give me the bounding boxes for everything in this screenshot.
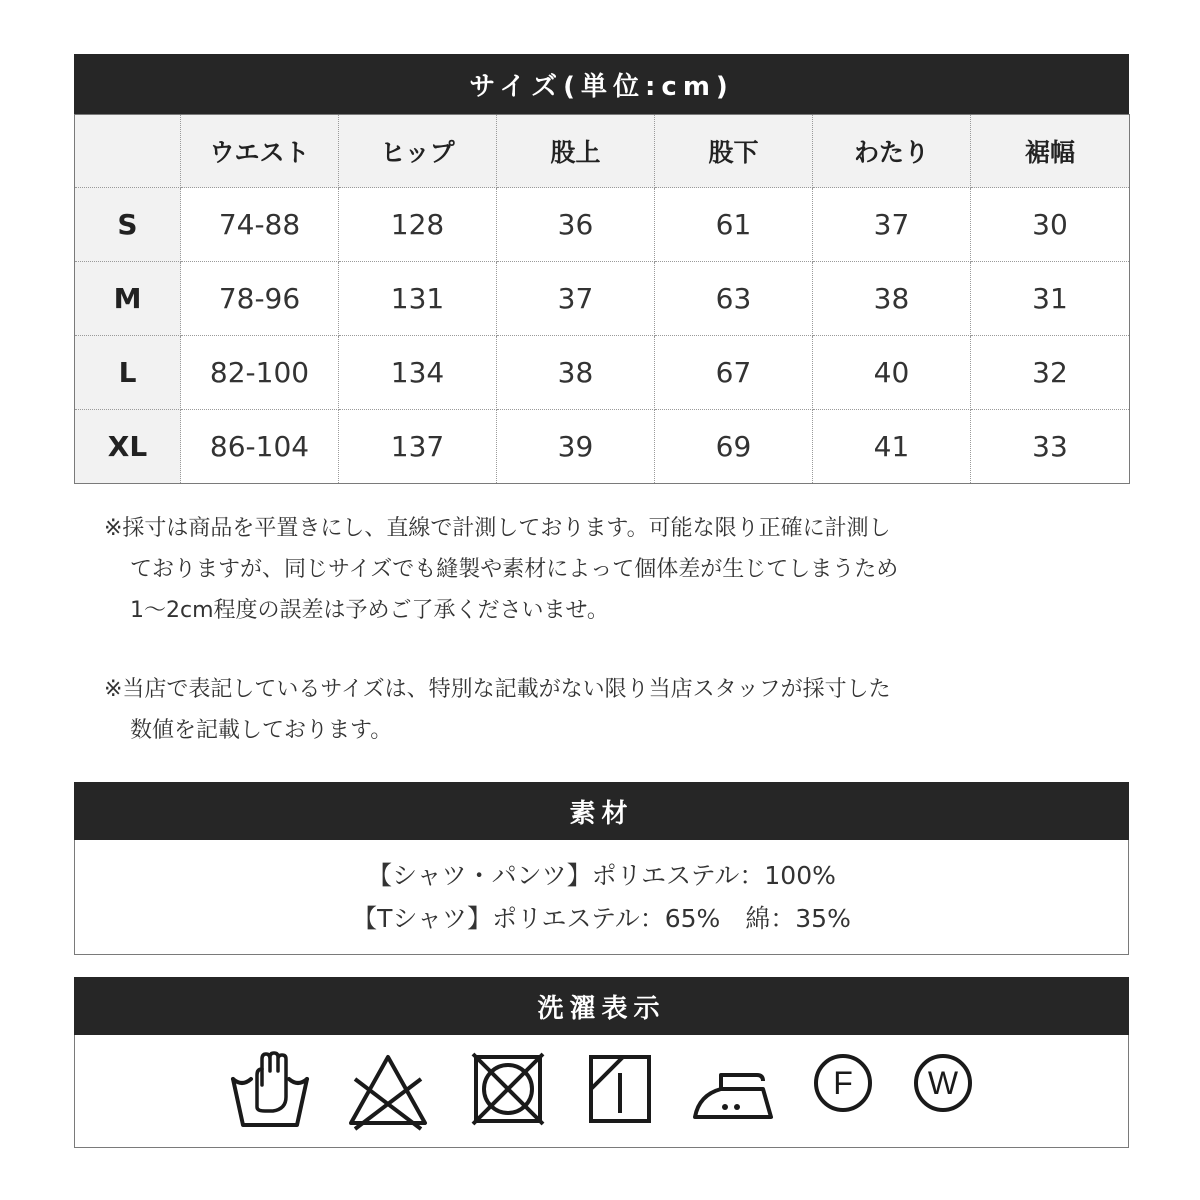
size-section-title [74, 54, 1129, 114]
table-cell: 82-100 [181, 336, 339, 410]
table-cell: 128 [339, 188, 497, 262]
iron-medium-icon [691, 1051, 777, 1127]
table-cell: 131 [339, 262, 497, 336]
table-cell: 67 [655, 336, 813, 410]
material-box [74, 840, 1129, 955]
table-cell: 37 [497, 262, 655, 336]
table-cell: 31 [971, 262, 1130, 336]
wet-clean-letter: W [927, 1065, 959, 1101]
shade-drip-dry-icon [587, 1051, 653, 1127]
table-row [75, 410, 1130, 484]
table-cell: 36 [497, 188, 655, 262]
table-cell: 86-104 [181, 410, 339, 484]
table-cell: 33 [971, 410, 1130, 484]
table-cell: 38 [813, 262, 971, 336]
material-line: 【Tシャツ】ポリエステル：65% 綿：35% [352, 904, 851, 933]
table-cell: 38 [497, 336, 655, 410]
size-label: L [75, 336, 181, 410]
note-line: ておりますが、同じサイズでも縫製や素材によって個体差が生じてしまうため [130, 557, 899, 582]
table-cell: 40 [813, 336, 971, 410]
size-label: M [75, 262, 181, 336]
size-table-header-row [75, 115, 1130, 188]
wet-clean-w-icon [911, 1051, 975, 1115]
size-label: S [75, 188, 181, 262]
dry-clean-letter: F [833, 1065, 853, 1101]
table-row [75, 188, 1130, 262]
table-cell: 137 [339, 410, 497, 484]
table-cell: 39 [497, 410, 655, 484]
note-line: ※採寸は商品を平置きにし、直線で計測しております。可能な限り正確に計測し [104, 516, 891, 541]
table-cell: 41 [813, 410, 971, 484]
size-source-note [104, 669, 1034, 751]
table-cell: 32 [971, 336, 1130, 410]
header-cell-blank [75, 115, 181, 188]
table-cell: 134 [339, 336, 497, 410]
no-bleach-icon [347, 1051, 429, 1133]
header-cell-waist: ウエスト [181, 115, 339, 188]
material-title-text: 素材 [569, 798, 634, 829]
material-section-title [74, 782, 1129, 840]
table-cell: 74-88 [181, 188, 339, 262]
note-line: 数値を記載しております。 [130, 718, 393, 743]
table-row [75, 262, 1130, 336]
table-cell: 63 [655, 262, 813, 336]
header-cell-thigh: わたり [813, 115, 971, 188]
hand-wash-icon [229, 1051, 311, 1131]
header-cell-rise: 股上 [497, 115, 655, 188]
note-line: 1～2cm程度の誤差は予めご了承くださいませ。 [130, 598, 609, 623]
table-cell: 37 [813, 188, 971, 262]
no-tumble-dry-icon [471, 1051, 545, 1127]
table-cell: 69 [655, 410, 813, 484]
table-row [75, 336, 1130, 410]
care-section-title [74, 977, 1129, 1035]
table-cell: 78-96 [181, 262, 339, 336]
header-cell-hip: ヒップ [339, 115, 497, 188]
measurement-note [104, 508, 1034, 631]
size-table [74, 114, 1130, 484]
material-line: 【シャツ・パンツ】ポリエステル：100% [367, 861, 836, 890]
header-cell-inseam: 股下 [655, 115, 813, 188]
note-line: ※当店で表記しているサイズは、特別な記載がない限り当店スタッフが採寸した [104, 677, 891, 702]
care-symbols-box [74, 1035, 1129, 1148]
table-cell: 30 [971, 188, 1130, 262]
care-title-text: 洗濯表示 [537, 993, 666, 1024]
size-label: XL [75, 410, 181, 484]
table-cell: 61 [655, 188, 813, 262]
dry-clean-f-icon [811, 1051, 875, 1115]
size-title-text: サイズ(単位:cm) [469, 71, 734, 102]
header-cell-hem: 裾幅 [971, 115, 1130, 188]
